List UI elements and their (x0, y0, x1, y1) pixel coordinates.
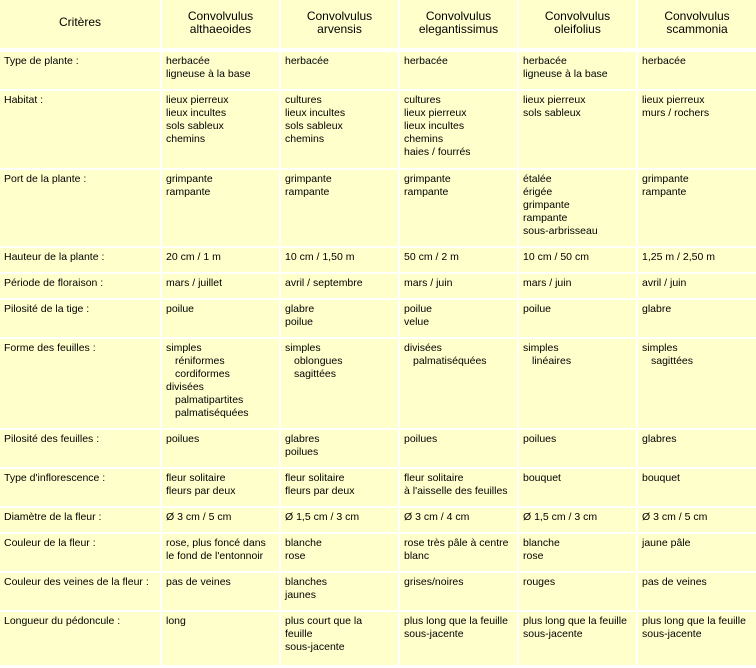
table-cell (281, 508, 398, 532)
table-cell (638, 508, 756, 532)
cell-line: lieux pierreux (166, 94, 229, 106)
cell-line: ligneuse à la base (166, 68, 251, 80)
cell-line: réniformes (175, 355, 225, 367)
cell-line: chemins (404, 133, 444, 145)
cell-line: pas de veines (642, 576, 707, 588)
table-cell (638, 52, 756, 89)
row-label-cell (0, 52, 160, 89)
species-name (281, 10, 398, 36)
table-cell (400, 274, 517, 298)
cell-line: palmatiséquées (175, 407, 249, 419)
cell-line: fleur solitaire (285, 472, 345, 484)
table-cell (638, 248, 756, 272)
table-cell (638, 274, 756, 298)
species-genus: Convolvulus (664, 9, 730, 23)
table-cell (400, 52, 517, 89)
cell-line: sous-jacente (642, 628, 702, 640)
table-cell (162, 573, 279, 610)
cell-line: 10 cm / 50 cm (523, 251, 589, 263)
table-cell (281, 430, 398, 467)
cell-line: palmatipartites (175, 394, 244, 406)
table-cell (638, 573, 756, 610)
row-label-cell (0, 274, 160, 298)
cell-line: sous-jacente (523, 628, 583, 640)
table-cell (281, 573, 398, 610)
species-name (519, 10, 636, 36)
cell-line: cultures (404, 94, 441, 106)
table-cell (281, 91, 398, 168)
cell-line: 1,25 m / 2,50 m (642, 251, 715, 263)
cell-line: Ø 1,5 cm / 3 cm (523, 511, 598, 523)
row-label: Type d'inflorescence : (4, 472, 106, 484)
cell-line: Ø 3 cm / 5 cm (642, 511, 708, 523)
table-cell (162, 91, 279, 168)
cell-line: grimpante (166, 173, 213, 185)
row-label-cell (0, 573, 160, 610)
cell-line: fleur solitaire (166, 472, 226, 484)
cell-line: poilue (523, 303, 552, 315)
row-label: Habitat : (4, 94, 44, 106)
cell-line: sols sableux (166, 120, 224, 132)
table-cell (400, 469, 517, 506)
cell-line: à l'aisselle des feuilles (404, 485, 508, 497)
cell-line: fleur solitaire (404, 472, 464, 484)
cell-line: lieux incultes (285, 107, 346, 119)
cell-line: haies / fourrés (404, 146, 471, 158)
cell-line: glabres (642, 433, 677, 445)
table-cell (519, 170, 636, 246)
row-label-cell (0, 469, 160, 506)
table-cell (162, 170, 279, 246)
cell-line: cordiformes (175, 368, 230, 380)
cell-line: rampante (642, 186, 687, 198)
header-cell-species (519, 0, 636, 48)
cell-line: chemins (166, 133, 206, 145)
row-label-cell (0, 248, 160, 272)
cell-line: rose très pâle à centre (404, 537, 509, 549)
table-cell (519, 573, 636, 610)
cell-line: herbacée (642, 55, 686, 67)
cell-line: 20 cm / 1 m (166, 251, 221, 263)
header-cell-species (400, 0, 517, 48)
table-cell (162, 508, 279, 532)
cell-line: 50 cm / 2 m (404, 251, 459, 263)
cell-line: rose (285, 550, 306, 562)
cell-line: herbacée (404, 55, 448, 67)
table-cell (519, 339, 636, 428)
row-label: Hauteur de la plante : (4, 251, 105, 263)
table-cell (400, 612, 517, 665)
table-cell (519, 612, 636, 665)
cell-line: le fond de l'entonnoir (166, 550, 264, 562)
cell-line: sagittées (651, 355, 694, 367)
cell-line: plus long que la feuille (523, 615, 627, 627)
table-cell (400, 91, 517, 168)
row-label-cell (0, 508, 160, 532)
cell-line: chemins (285, 133, 325, 145)
table-cell (162, 339, 279, 428)
cell-line: divisées (404, 342, 442, 354)
cell-line: sous-jacente (404, 628, 464, 640)
cell-line: poilue (166, 303, 195, 315)
cell-line: rose (523, 550, 544, 562)
species-genus: Convolvulus (544, 9, 611, 23)
cell-line: fleurs par deux (166, 485, 236, 497)
table-cell (162, 274, 279, 298)
table-cell (162, 469, 279, 506)
cell-line: palmatiséquées (413, 355, 487, 367)
row-label-cell (0, 430, 160, 467)
cell-line: Ø 3 cm / 4 cm (404, 511, 470, 523)
cell-line: grises/noires (404, 576, 464, 588)
header-cell-species (162, 0, 279, 48)
cell-line: lieux pierreux (642, 94, 705, 106)
cell-line: simples (285, 342, 321, 354)
cell-line: poilues (166, 433, 200, 445)
cell-line: blanche (523, 537, 560, 549)
cell-line: rampante (166, 186, 211, 198)
table-cell (519, 248, 636, 272)
cell-line: plus long que la feuille (642, 615, 746, 627)
cell-line: plus court que la (285, 615, 363, 627)
table-cell (162, 300, 279, 337)
cell-line: sagittées (294, 368, 337, 380)
cell-line: pas de veines (166, 576, 231, 588)
table-cell (281, 170, 398, 246)
cell-line: lieux pierreux (523, 94, 586, 106)
cell-line: glabres (285, 433, 320, 445)
table-cell (519, 91, 636, 168)
row-label-cell (0, 339, 160, 428)
cell-line: poilue (285, 316, 314, 328)
cell-line: sols sableux (285, 120, 343, 132)
cell-line: poilues (285, 446, 319, 458)
cell-line: feuille (285, 628, 313, 640)
cell-line: murs / rochers (642, 107, 710, 119)
table-cell (281, 300, 398, 337)
cell-line: glabre (642, 303, 672, 315)
table-cell (162, 430, 279, 467)
row-label: Pilosité des feuilles : (4, 433, 100, 445)
cell-line: simples (523, 342, 559, 354)
criteria-header: Critères (58, 15, 101, 29)
header-cell-species (281, 0, 398, 48)
row-label-cell (0, 534, 160, 571)
cell-line: herbacée (285, 55, 329, 67)
species-epithet: arvensis (317, 22, 362, 36)
cell-line: avril / juin (642, 277, 687, 289)
cell-line: avril / septembre (285, 277, 363, 289)
cell-line: poilues (523, 433, 557, 445)
species-name (638, 10, 756, 36)
table-cell (638, 469, 756, 506)
cell-line: bouquet (523, 472, 561, 484)
row-label-cell (0, 612, 160, 665)
table-cell (519, 508, 636, 532)
species-epithet: scammonia (666, 22, 728, 36)
table-cell (281, 339, 398, 428)
cell-line: poilues (404, 433, 438, 445)
cell-line: grimpante (285, 173, 332, 185)
cell-line: blanche (285, 537, 322, 549)
row-label: Longueur du pédoncule : (4, 615, 121, 627)
cell-line: rose, plus foncé dans (166, 537, 266, 549)
table-cell (638, 534, 756, 571)
cell-line: divisées (166, 381, 204, 393)
cell-line: sous-arbrisseau (523, 225, 598, 237)
header-cell-criteria (0, 0, 160, 48)
table-cell (519, 52, 636, 89)
table-cell (638, 91, 756, 168)
table-cell (638, 339, 756, 428)
row-label-cell (0, 170, 160, 246)
species-name (400, 10, 517, 36)
table-cell (519, 534, 636, 571)
row-label: Forme des feuilles : (4, 342, 96, 354)
cell-line: jaunes (285, 589, 316, 601)
row-label: Couleur de la fleur : (4, 537, 96, 549)
table-cell (162, 248, 279, 272)
table-cell (400, 300, 517, 337)
cell-line: Ø 3 cm / 5 cm (166, 511, 232, 523)
table-cell (400, 573, 517, 610)
cell-line: fleurs par deux (285, 485, 355, 497)
table-cell (281, 612, 398, 665)
table-cell (400, 508, 517, 532)
row-label: Type de plante : (4, 55, 79, 67)
species-genus: Convolvulus (425, 9, 492, 23)
cell-line: bouquet (642, 472, 680, 484)
cell-line: plus long que la feuille (404, 615, 508, 627)
cell-line: herbacée (166, 55, 210, 67)
cell-line: mars / juin (404, 277, 453, 289)
cell-line: rouges (523, 576, 556, 588)
table-cell (281, 52, 398, 89)
cell-line: ligneuse à la base (523, 68, 608, 80)
cell-line: mars / juin (523, 277, 572, 289)
table-cell (400, 534, 517, 571)
species-genus: Convolvulus (187, 9, 254, 23)
table-cell (400, 339, 517, 428)
cell-line: herbacée (523, 55, 567, 67)
cell-line: simples (166, 342, 202, 354)
table-cell (519, 274, 636, 298)
table-cell (519, 300, 636, 337)
cell-line: cultures (285, 94, 322, 106)
species-epithet: elegantissimus (418, 22, 499, 36)
table-cell (638, 170, 756, 246)
cell-line: rampante (285, 186, 330, 198)
table-cell (281, 534, 398, 571)
cell-line: simples (642, 342, 678, 354)
cell-line: sous-jacente (285, 641, 345, 653)
species-epithet: oleifolius (554, 22, 601, 36)
table-cell (519, 430, 636, 467)
cell-line: lieux incultes (166, 107, 227, 119)
cell-line: Ø 1,5 cm / 3 cm (285, 511, 360, 523)
table-cell (638, 612, 756, 665)
cell-line: lieux pierreux (404, 107, 467, 119)
row-label: Couleur des veines de la fleur : (4, 576, 149, 588)
table-cell (400, 170, 517, 246)
cell-line: mars / juillet (166, 277, 223, 289)
cell-line: sols sableux (523, 107, 581, 119)
table-cell (638, 300, 756, 337)
cell-line: grimpante (404, 173, 451, 185)
cell-line: linéaires (532, 355, 572, 367)
cell-line: jaune pâle (642, 537, 691, 549)
table-cell (638, 430, 756, 467)
cell-line: glabre (285, 303, 315, 315)
table-cell (162, 612, 279, 665)
species-genus: Convolvulus (306, 9, 373, 23)
cell-line: oblongues (294, 355, 343, 367)
cell-line: rampante (523, 212, 568, 224)
species-name (162, 10, 279, 36)
cell-line: blanches (285, 576, 328, 588)
row-label: Pilosité de la tige : (4, 303, 90, 315)
cell-line: lieux incultes (404, 120, 465, 132)
cell-line: velue (404, 316, 430, 328)
cell-line: grimpante (523, 199, 570, 211)
table-cell (400, 430, 517, 467)
table-cell (519, 469, 636, 506)
row-label-cell (0, 91, 160, 168)
table-cell (400, 248, 517, 272)
cell-line: poilue (404, 303, 433, 315)
cell-line: 10 cm / 1,50 m (285, 251, 355, 263)
species-epithet: althaeoides (189, 22, 252, 36)
cell-line: rampante (404, 186, 449, 198)
table-cell (281, 248, 398, 272)
table-cell (281, 274, 398, 298)
row-label: Port de la plante : (4, 173, 87, 185)
cell-line: grimpante (642, 173, 689, 185)
row-label: Diamètre de la fleur : (4, 511, 102, 523)
header-cell-species (638, 0, 756, 48)
table-cell (281, 469, 398, 506)
cell-line: étalée (523, 173, 552, 185)
table-cell (162, 534, 279, 571)
cell-line: blanc (404, 550, 430, 562)
row-label: Période de floraison : (4, 277, 104, 289)
table-cell (162, 52, 279, 89)
cell-line: érigée (523, 186, 553, 198)
row-label-cell (0, 300, 160, 337)
cell-line: long (166, 615, 186, 627)
